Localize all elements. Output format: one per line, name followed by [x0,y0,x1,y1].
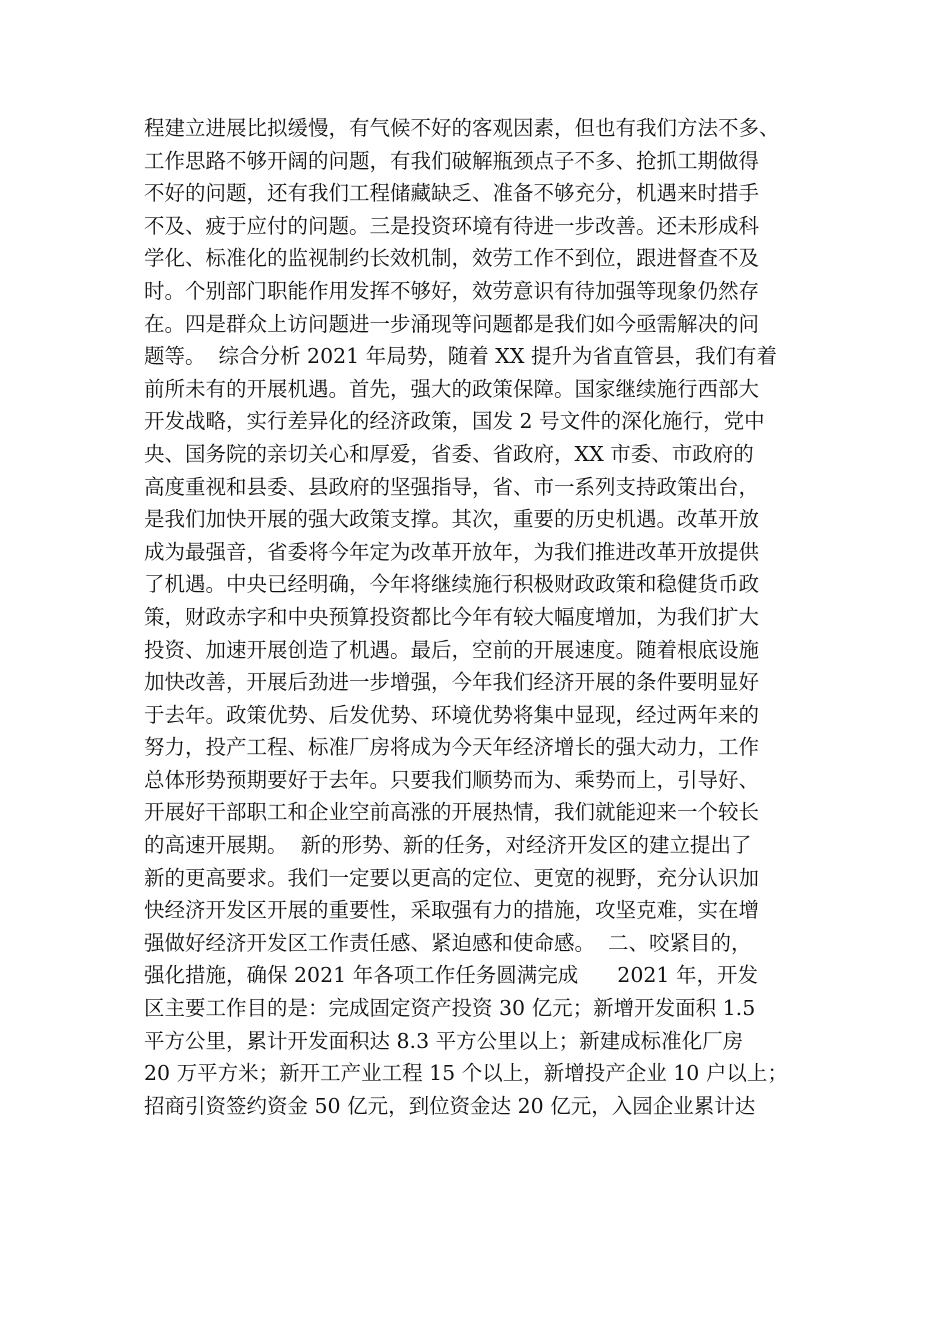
text-line: 开发战略，实行差异化的经济政策，国发 2 号文件的深化施行，党中 [144,409,765,434]
text-line: 总体形势预期要好于去年。只要我们顺势而为、乘势而上，引导好、 [144,767,759,792]
text-line: 于去年。政策优势、后发优势、环境优势将集中显现，经过两年来的 [144,702,759,727]
text-line: 了机遇。中央已经明确，今年将继续施行积极财政政策和稳健货币政 [144,572,759,597]
text-line: 前所未有的开展机遇。首先，强大的政策保障。国家继续施行西部大 [144,376,759,401]
text-line: 工作思路不够开阔的问题，有我们破解瓶颈点子不多、抢抓工期做得 [144,148,759,173]
text-line: 强化措施，确保 2021 年各项工作任务圆满完成 2021 年，开发 [144,963,758,988]
text-line: 策，财政赤字和中央预算投资都比今年有较大幅度增加，为我们扩大 [144,604,759,629]
text-line: 央、国务院的亲切关心和厚爱，省委、省政府，XX 市委、市政府的 [144,441,754,466]
text-line: 区主要工作目的是：完成固定资产投资 30 亿元；新增开发面积 1.5 [144,996,756,1021]
text-line: 时。个别部门职能作用发挥不够好，效劳意识有待加强等现象仍然存 [144,278,759,303]
text-line: 20 万平方米；新开工产业工程 15 个以上，新增投产企业 10 户以上； [144,1061,788,1086]
text-line: 开展好干部职工和企业空前高涨的开展热情，我们就能迎来一个较长 [144,800,759,825]
text-line: 在。四是群众上访问题进一步涌现等问题都是我们如今亟需解决的问 [144,311,759,336]
text-line: 学化、标准化的监视制约长效机制，效劳工作不到位，跟进督查不及 [144,246,759,271]
text-line: 投资、加速开展创造了机遇。最后，空前的开展速度。随着根底设施 [144,637,759,662]
text-line: 程建立进展比拟缓慢，有气候不好的客观因素，但也有我们方法不多、 [144,116,780,140]
text-line: 努力，投产工程、标准厂房将成为今天年经济增长的强大动力，工作 [144,735,759,760]
text-line: 是我们加快开展的强大政策支撑。其次，重要的历史机遇。改革开放 [144,507,759,532]
text-line: 高度重视和县委、县政府的坚强指导，省、市一系列支持政策出台， [144,474,759,499]
text-line: 强做好经济开发区工作责任感、紧迫感和使命感。 二、咬紧目的， [144,930,752,955]
text-line: 加快改善，开展后劲进一步增强，今年我们经济开展的条件要明显好 [144,670,759,695]
text-line: 的高速开展期。 新的形势、新的任务，对经济开发区的建立提出了 [144,833,752,858]
text-line: 不好的问题，还有我们工程储藏缺乏、准备不够充分，机遇来时措手 [144,181,759,206]
text-line: 平方公里，累计开发面积达 8.3 平方公里以上；新建成标准化厂房 [144,1028,744,1053]
text-line: 招商引资签约资金 50 亿元，到位资金达 20 亿元，入园企业累计达 [144,1093,756,1118]
text-line: 题等。 综合分析 2021 年局势，随着 XX 提升为省直管县，我们有着 [144,344,777,369]
document-page [144,112,806,1122]
text-line: 成为最强音，省委将今年定为改革开放年，为我们推进改革开放提供 [144,539,759,564]
text-line: 新的更高要求。我们一定要以更高的定位、更宽的视野，充分认识加 [144,865,759,890]
text-line: 不及、疲于应付的问题。三是投资环境有待进一步改善。还未形成科 [144,213,759,238]
text-line: 快经济开发区开展的重要性，采取强有力的措施，攻坚克难，实在增 [144,898,759,923]
